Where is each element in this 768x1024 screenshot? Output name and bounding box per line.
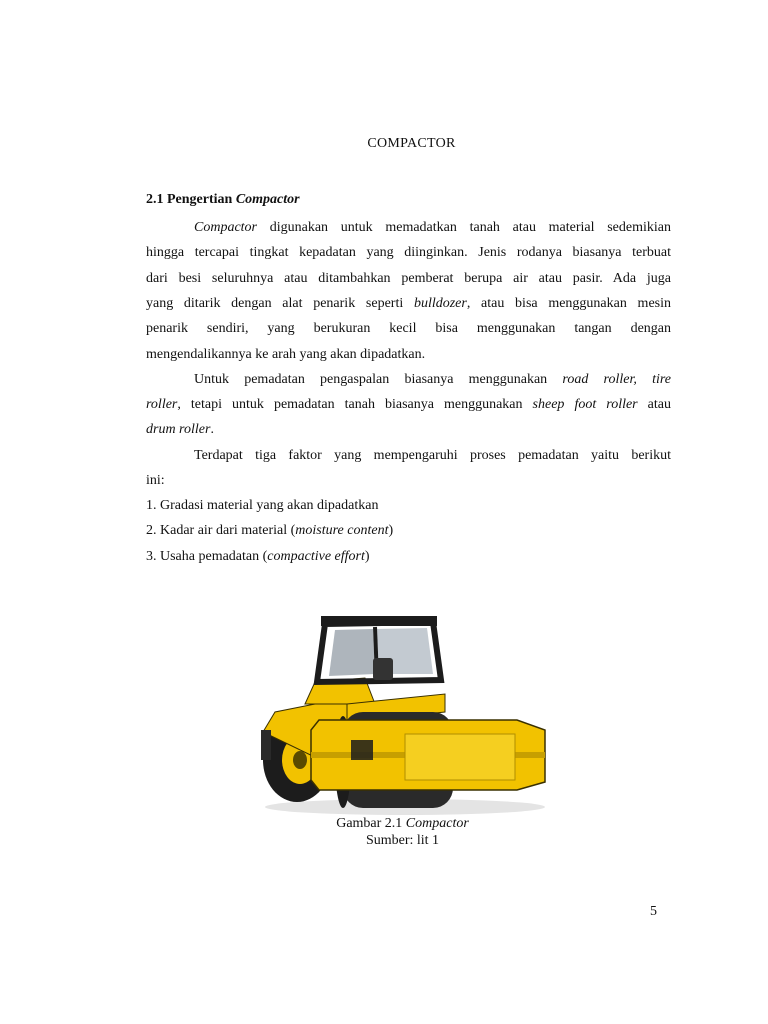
p1-line1-text: digunakan untuk memadatkan tanah atau material sedemikian — [257, 220, 671, 235]
term-moisture-content: moisture content — [295, 523, 389, 538]
p1-line5: penarik sendiri, yang berukuran kecil bisa menggunakan tangan dengan — [146, 321, 671, 336]
page-number: 5 — [650, 904, 657, 919]
term-bulldozer: bulldozer — [413, 296, 467, 311]
p1-line3: dari besi seluruhnya atau ditambahkan pemberat berupa air atau pasir. Ada juga — [146, 271, 671, 286]
p3-line1: Terdapat tiga faktor yang mempengaruhi proses pemadatan yaitu berikut — [194, 448, 671, 463]
chapter-title: COMPACTOR — [367, 136, 456, 151]
p2-line1 — [146, 371, 671, 389]
figure-caption — [0, 816, 768, 832]
section-term: Compactor — [235, 192, 300, 207]
p1-line4-pre: yang ditarik dengan alat penarik seperti — [146, 296, 414, 311]
figure-source: Sumber: lit 1 — [365, 833, 440, 848]
term-roller: roller — [146, 397, 178, 412]
p2-line3 — [146, 421, 671, 439]
list-item-post: ) — [388, 523, 394, 538]
caption-label: Gambar 2.1 — [336, 816, 406, 831]
section-number: 2.1 Pengertian — [146, 192, 236, 207]
term-compactor: Compactor — [194, 220, 257, 235]
p2-line2-mid: , tetapi untuk pemadatan tanah biasanya menggunakan — [177, 397, 533, 412]
p2-line2 — [146, 396, 671, 414]
caption-term: Compactor — [405, 816, 469, 831]
p2-line1-pre: Untuk pemadatan pengaspalan biasanya menggunakan — [194, 372, 563, 387]
term-sheep-foot-roller: sheep foot roller — [532, 397, 638, 412]
list-item-pre: 2. Kadar air dari material ( — [146, 523, 296, 538]
section-heading — [146, 192, 300, 208]
term-compactive-effort: compactive effort — [267, 549, 365, 564]
p1-line1 — [146, 219, 671, 237]
list-item — [146, 522, 671, 540]
p2-line2-post: atau — [637, 397, 671, 412]
list-item-pre: 3. Usaha pemadatan ( — [146, 549, 268, 564]
p1-line2: hingga tercapai tingkat kepadatan yang diinginkan. Jenis rodanya biasanya terbuat — [146, 245, 671, 260]
p1-line4 — [146, 295, 671, 313]
p1-line6: mengendalikannya ke arah yang akan dipadatkan. — [146, 347, 426, 362]
term-road-roller: road roller, tire — [562, 372, 671, 387]
p2-line3-post: . — [210, 422, 214, 437]
list-item-post: ) — [364, 549, 370, 564]
term-drum-roller: drum roller — [146, 422, 211, 437]
p1-line4-post: , atau bisa menggunakan mesin — [466, 296, 671, 311]
list-item: 1. Gradasi material yang akan dipadatkan — [146, 498, 379, 513]
list-item — [146, 548, 671, 566]
compactor-image — [255, 612, 550, 818]
p3-line2: ini: — [146, 473, 165, 488]
